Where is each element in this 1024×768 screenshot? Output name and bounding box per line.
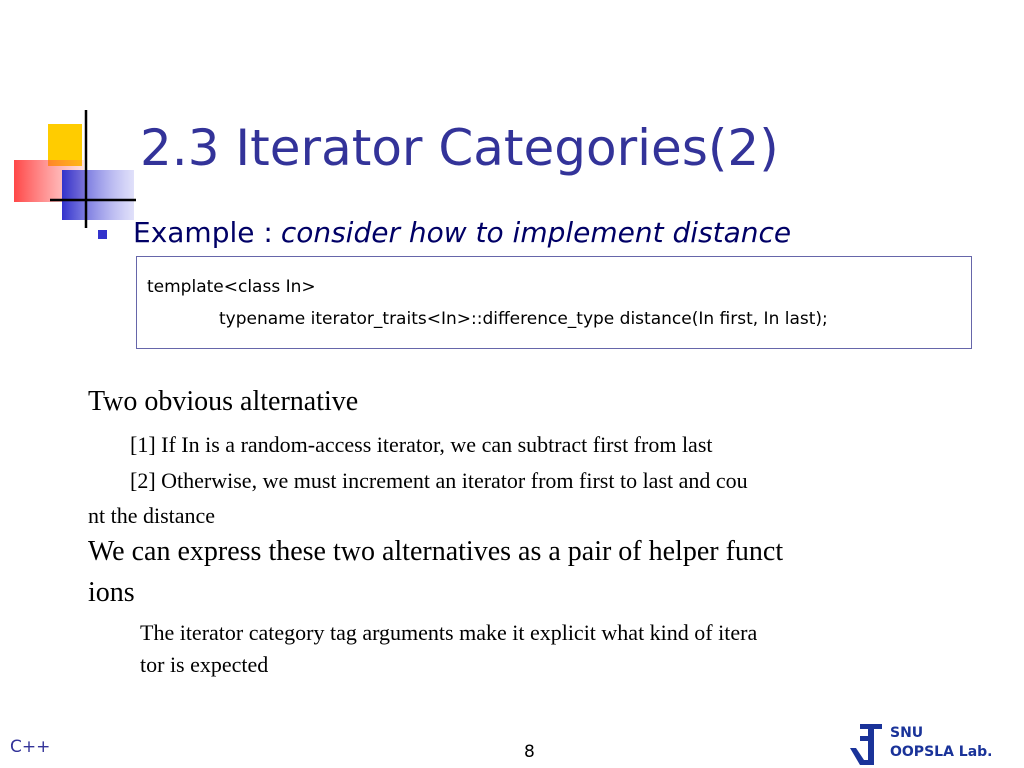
body-line-8: tor is expected xyxy=(140,652,269,677)
bullet-italic-text: consider how to implement distance xyxy=(280,215,792,249)
corner-squares-decoration xyxy=(0,100,140,230)
body-line-3: [2] Otherwise, we must increment an iterator from first to last and cou xyxy=(130,468,748,493)
code-line-1: template<class In> xyxy=(147,277,316,297)
code-box xyxy=(136,256,972,349)
snu-logo-icon xyxy=(846,722,886,766)
body-line-1: Two obvious alternative xyxy=(88,386,359,417)
example-bullet xyxy=(98,214,791,250)
snu-oopsla-logo xyxy=(846,722,1016,766)
code-line-2: typename iterator_traits<In>::difference_type distance(In first, In last); xyxy=(219,309,828,329)
body-line-6: ions xyxy=(88,577,135,608)
logo-text-line-2: OOPSLA Lab. xyxy=(890,744,993,760)
body-line-2: [1] If In is a random-access iterator, we can subtract first from last xyxy=(130,432,713,457)
body-line-5: We can express these two alternatives as a pair of helper funct xyxy=(88,536,784,567)
slide-title: 2.3 Iterator Categories(2) xyxy=(140,119,779,177)
bullet-square-icon xyxy=(98,230,107,239)
bullet-label: Example : xyxy=(133,215,273,249)
logo-text-line-1: SNU xyxy=(890,725,924,741)
footer-course-label: C++ xyxy=(10,737,51,757)
page-number: 8 xyxy=(524,742,535,762)
body-line-4: nt the distance xyxy=(88,503,216,528)
body-line-7: The iterator category tag arguments make it explicit what kind of itera xyxy=(140,620,758,645)
